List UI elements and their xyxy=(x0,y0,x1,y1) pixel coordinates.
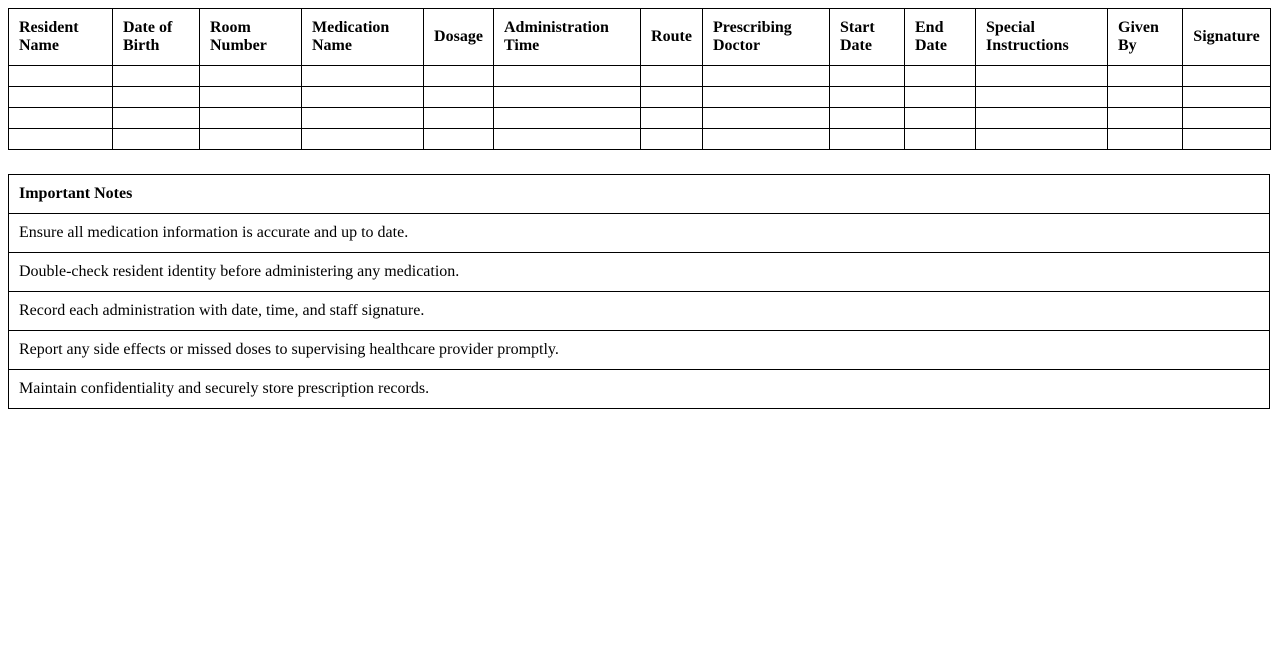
table-cell[interactable] xyxy=(424,129,494,150)
note-item: Ensure all medication information is accurate and up to date. xyxy=(9,214,1270,253)
table-cell[interactable] xyxy=(976,129,1108,150)
table-cell[interactable] xyxy=(424,66,494,87)
table-cell[interactable] xyxy=(1108,129,1183,150)
table-cell[interactable] xyxy=(113,108,200,129)
table-cell[interactable] xyxy=(302,129,424,150)
table-cell[interactable] xyxy=(905,66,976,87)
table-cell[interactable] xyxy=(976,66,1108,87)
column-header-given-by: Given By xyxy=(1108,9,1183,66)
note-row xyxy=(9,214,1270,253)
table-cell[interactable] xyxy=(113,87,200,108)
table-cell[interactable] xyxy=(113,66,200,87)
column-header-medication-name: Medication Name xyxy=(302,9,424,66)
table-cell[interactable] xyxy=(494,108,641,129)
table-cell[interactable] xyxy=(976,108,1108,129)
table-cell[interactable] xyxy=(1183,129,1271,150)
column-header-date-of-birth: Date of Birth xyxy=(113,9,200,66)
table-cell[interactable] xyxy=(1183,66,1271,87)
table-cell[interactable] xyxy=(703,129,830,150)
column-header-signature: Signature xyxy=(1183,9,1271,66)
table-cell[interactable] xyxy=(424,108,494,129)
table-cell[interactable] xyxy=(9,66,113,87)
table-cell[interactable] xyxy=(424,87,494,108)
table-cell[interactable] xyxy=(703,108,830,129)
table-cell[interactable] xyxy=(494,66,641,87)
medication-log-table xyxy=(8,8,1271,150)
column-header-dosage: Dosage xyxy=(424,9,494,66)
table-cell[interactable] xyxy=(641,87,703,108)
column-header-administration-time: Administration Time xyxy=(494,9,641,66)
notes-title-row xyxy=(9,175,1270,214)
table-cell[interactable] xyxy=(1108,66,1183,87)
table-cell[interactable] xyxy=(703,87,830,108)
table-cell[interactable] xyxy=(302,108,424,129)
notes-title: Important Notes xyxy=(9,175,1270,214)
table-cell[interactable] xyxy=(703,66,830,87)
table-cell[interactable] xyxy=(830,108,905,129)
table-cell[interactable] xyxy=(9,108,113,129)
note-row xyxy=(9,370,1270,409)
table-cell[interactable] xyxy=(905,87,976,108)
table-cell[interactable] xyxy=(302,87,424,108)
table-cell[interactable] xyxy=(830,129,905,150)
important-notes-table xyxy=(8,174,1270,409)
table-cell[interactable] xyxy=(9,129,113,150)
table-cell[interactable] xyxy=(302,66,424,87)
column-header-start-date: Start Date xyxy=(830,9,905,66)
table-cell[interactable] xyxy=(200,129,302,150)
table-cell[interactable] xyxy=(1108,87,1183,108)
note-item: Maintain confidentiality and securely store prescription records. xyxy=(9,370,1270,409)
table-cell[interactable] xyxy=(113,129,200,150)
column-header-room-number: Room Number xyxy=(200,9,302,66)
table-row xyxy=(9,66,1271,87)
table-cell[interactable] xyxy=(641,108,703,129)
column-header-resident-name: Resident Name xyxy=(9,9,113,66)
table-cell[interactable] xyxy=(1183,87,1271,108)
table-cell[interactable] xyxy=(905,129,976,150)
table-row xyxy=(9,129,1271,150)
table-cell[interactable] xyxy=(200,108,302,129)
column-header-prescribing-doctor: Prescribing Doctor xyxy=(703,9,830,66)
table-cell[interactable] xyxy=(200,66,302,87)
table-cell[interactable] xyxy=(641,129,703,150)
column-header-route: Route xyxy=(641,9,703,66)
note-item: Double-check resident identity before administering any medication. xyxy=(9,253,1270,292)
column-header-special-instructions: Special Instructions xyxy=(976,9,1108,66)
table-row xyxy=(9,87,1271,108)
table-row xyxy=(9,108,1271,129)
table-cell[interactable] xyxy=(494,87,641,108)
note-row xyxy=(9,331,1270,370)
table-cell[interactable] xyxy=(494,129,641,150)
header-row xyxy=(9,9,1271,66)
table-cell[interactable] xyxy=(200,87,302,108)
note-item: Report any side effects or missed doses to supervising healthcare provider promptly. xyxy=(9,331,1270,370)
note-row xyxy=(9,292,1270,331)
column-header-end-date: End Date xyxy=(905,9,976,66)
table-cell[interactable] xyxy=(9,87,113,108)
table-cell[interactable] xyxy=(830,87,905,108)
table-cell[interactable] xyxy=(976,87,1108,108)
note-item: Record each administration with date, time, and staff signature. xyxy=(9,292,1270,331)
table-cell[interactable] xyxy=(1108,108,1183,129)
note-row xyxy=(9,253,1270,292)
table-cell[interactable] xyxy=(1183,108,1271,129)
table-cell[interactable] xyxy=(830,66,905,87)
table-cell[interactable] xyxy=(641,66,703,87)
table-cell[interactable] xyxy=(905,108,976,129)
log-table-body xyxy=(9,66,1271,150)
